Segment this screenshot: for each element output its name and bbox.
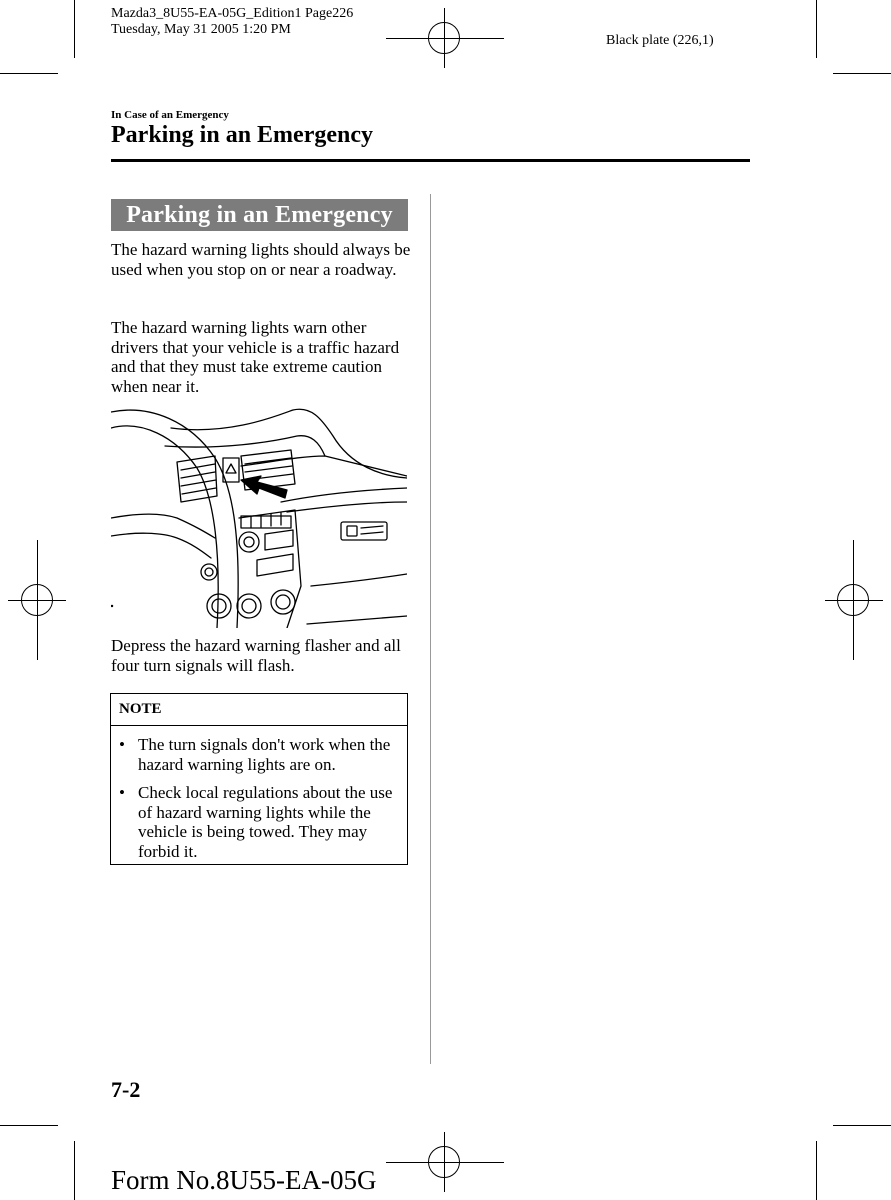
plate-info: Black plate (226,1): [606, 33, 714, 48]
bullet-icon: •: [119, 735, 125, 754]
crop-mark: [816, 0, 817, 58]
paragraph-hazard-usage: The hazard warning lights should always be used when you stop on or near a roadway.: [111, 240, 411, 279]
page-title: Parking in an Emergency: [111, 122, 373, 148]
note-item-text: The turn signals don't work when the hazard warning lights are on.: [138, 735, 391, 774]
crop-mark: [833, 1125, 891, 1126]
hazard-warning-switch-illustration: [111, 406, 407, 628]
crop-mark: [833, 73, 891, 74]
registration-circle-icon: [428, 22, 460, 54]
page-number: 7-2: [111, 1077, 141, 1102]
paragraph-hazard-purpose: The hazard warning lights warn other drivers that your vehicle is a traffic hazard and that they must take extreme caution when near it.: [111, 318, 400, 396]
crop-mark: [74, 0, 75, 58]
note-box: [110, 693, 408, 865]
doc-info-line2: Tuesday, May 31 2005 1:20 PM: [111, 22, 291, 37]
registration-circle-icon: [21, 584, 53, 616]
bullet-icon: •: [119, 783, 125, 802]
note-title: NOTE: [111, 694, 407, 726]
doc-info-line1: Mazda3_8U55-EA-05G_Edition1 Page226: [111, 6, 354, 21]
paragraph-depress-flasher: Depress the hazard warning flasher and all four turn signals will flash.: [111, 636, 401, 675]
note-item-text: Check local regulations about the use of hazard warning lights while the vehicle is being towed. They may forbid it.: [138, 783, 393, 861]
crop-mark: [74, 1141, 75, 1200]
crop-mark: [816, 1141, 817, 1200]
chapter-label: In Case of an Emergency: [111, 109, 229, 121]
content-heading: Parking in an Emergency: [111, 199, 408, 231]
form-number: Form No.8U55-EA-05G: [111, 1165, 377, 1195]
registration-circle-icon: [837, 584, 869, 616]
crop-mark: [0, 1125, 58, 1126]
registration-circle-icon: [428, 1146, 460, 1178]
title-rule: [111, 159, 750, 162]
column-divider: [430, 194, 431, 1064]
crop-mark: [0, 73, 58, 74]
